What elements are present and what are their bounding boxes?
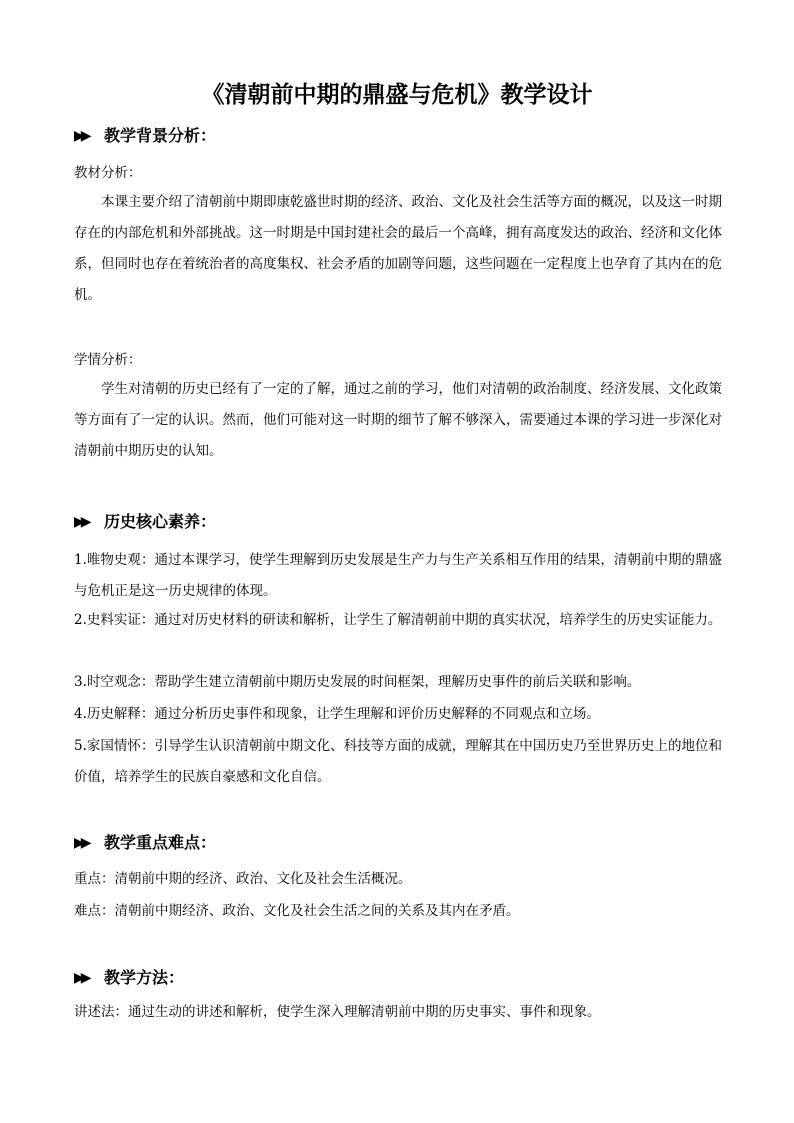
list-item: 4.历史解释：通过分析历史事件和现象，让学生理解和评价历史解释的不同观点和立场。 [74, 706, 600, 722]
paragraph-student-analysis: 学生对清朝的历史已经有了一定的了解，通过之前的学习，他们对清朝的政治制度、经济发展、文化政策等方面有了一定的认识。然而，他们可能对这一时期的细节了解不够深入，需要通过本课的学习进一步深化对清朝前中期历史的认知。 [74, 381, 722, 459]
section-heading-teaching-method [74, 966, 184, 990]
list-item: 2.史料实证：通过对历史材料的研读和解析，让学生了解清朝前中期的真实状况，培养学生的历史实证能力。 [74, 612, 722, 628]
section-title: 教学背景分析： [104, 126, 217, 145]
method-text: 讲述法：通过生动的讲述和解析，使学生深入理解清朝前中期的历史事实、事件和现象。 [74, 1004, 601, 1020]
subsection-label-textbook: 教材分析： [74, 165, 142, 181]
section-title: 教学方法： [104, 968, 185, 987]
double-arrow-icon: ▶▶ [74, 970, 88, 986]
double-arrow-icon: ▶▶ [74, 514, 88, 530]
list-item: 5.家国情怀：引导学生认识清朝前中期文化、科技等方面的成就，理解其在中国历史乃至世界历史上的地位和价值，培养学生的民族自豪感和文化自信。 [74, 738, 722, 785]
section-title: 历史核心素养： [104, 512, 217, 531]
section-heading-core-literacy [74, 510, 216, 534]
subsection-label-student: 学情分析： [74, 352, 142, 368]
list-item: 1.唯物史观：通过本课学习，使学生理解到历史发展是生产力与生产关系相互作用的结果，清朝前中期的鼎盛与危机正是这一历史规律的体现。 [74, 552, 722, 599]
list-item: 3.时空观念：帮助学生建立清朝前中期历史发展的时间框架，理解历史事件的前后关联和影响。 [74, 674, 641, 690]
double-arrow-icon: ▶▶ [74, 128, 88, 144]
document-title: 《清朝前中期的鼎盛与危机》教学设计 [201, 82, 593, 108]
paragraph-textbook-analysis: 本课主要介绍了清朝前中期即康乾盛世时期的经济、政治、文化及社会生活等方面的概况，以及这一时期存在的内部危机和外部挑战。这一时期是中国封建社会的最后一个高峰，拥有高度发达的政治、经济和文化体系，但同时也存在着统治者的高度集权、社会矛盾的加剧等问题，这些问题在一定程度上也孕育了其内在的危机。 [74, 194, 722, 303]
section-heading-key-points [74, 831, 216, 855]
difficulty-text: 难点：清朝前中期经济、政治、文化及社会生活之间的关系及其内在矛盾。 [74, 903, 520, 919]
section-heading-background [74, 124, 216, 148]
section-title: 教学重点难点： [104, 833, 217, 852]
key-point-text: 重点：清朝前中期的经济、政治、文化及社会生活概况。 [74, 871, 412, 887]
double-arrow-icon: ▶▶ [74, 835, 88, 851]
